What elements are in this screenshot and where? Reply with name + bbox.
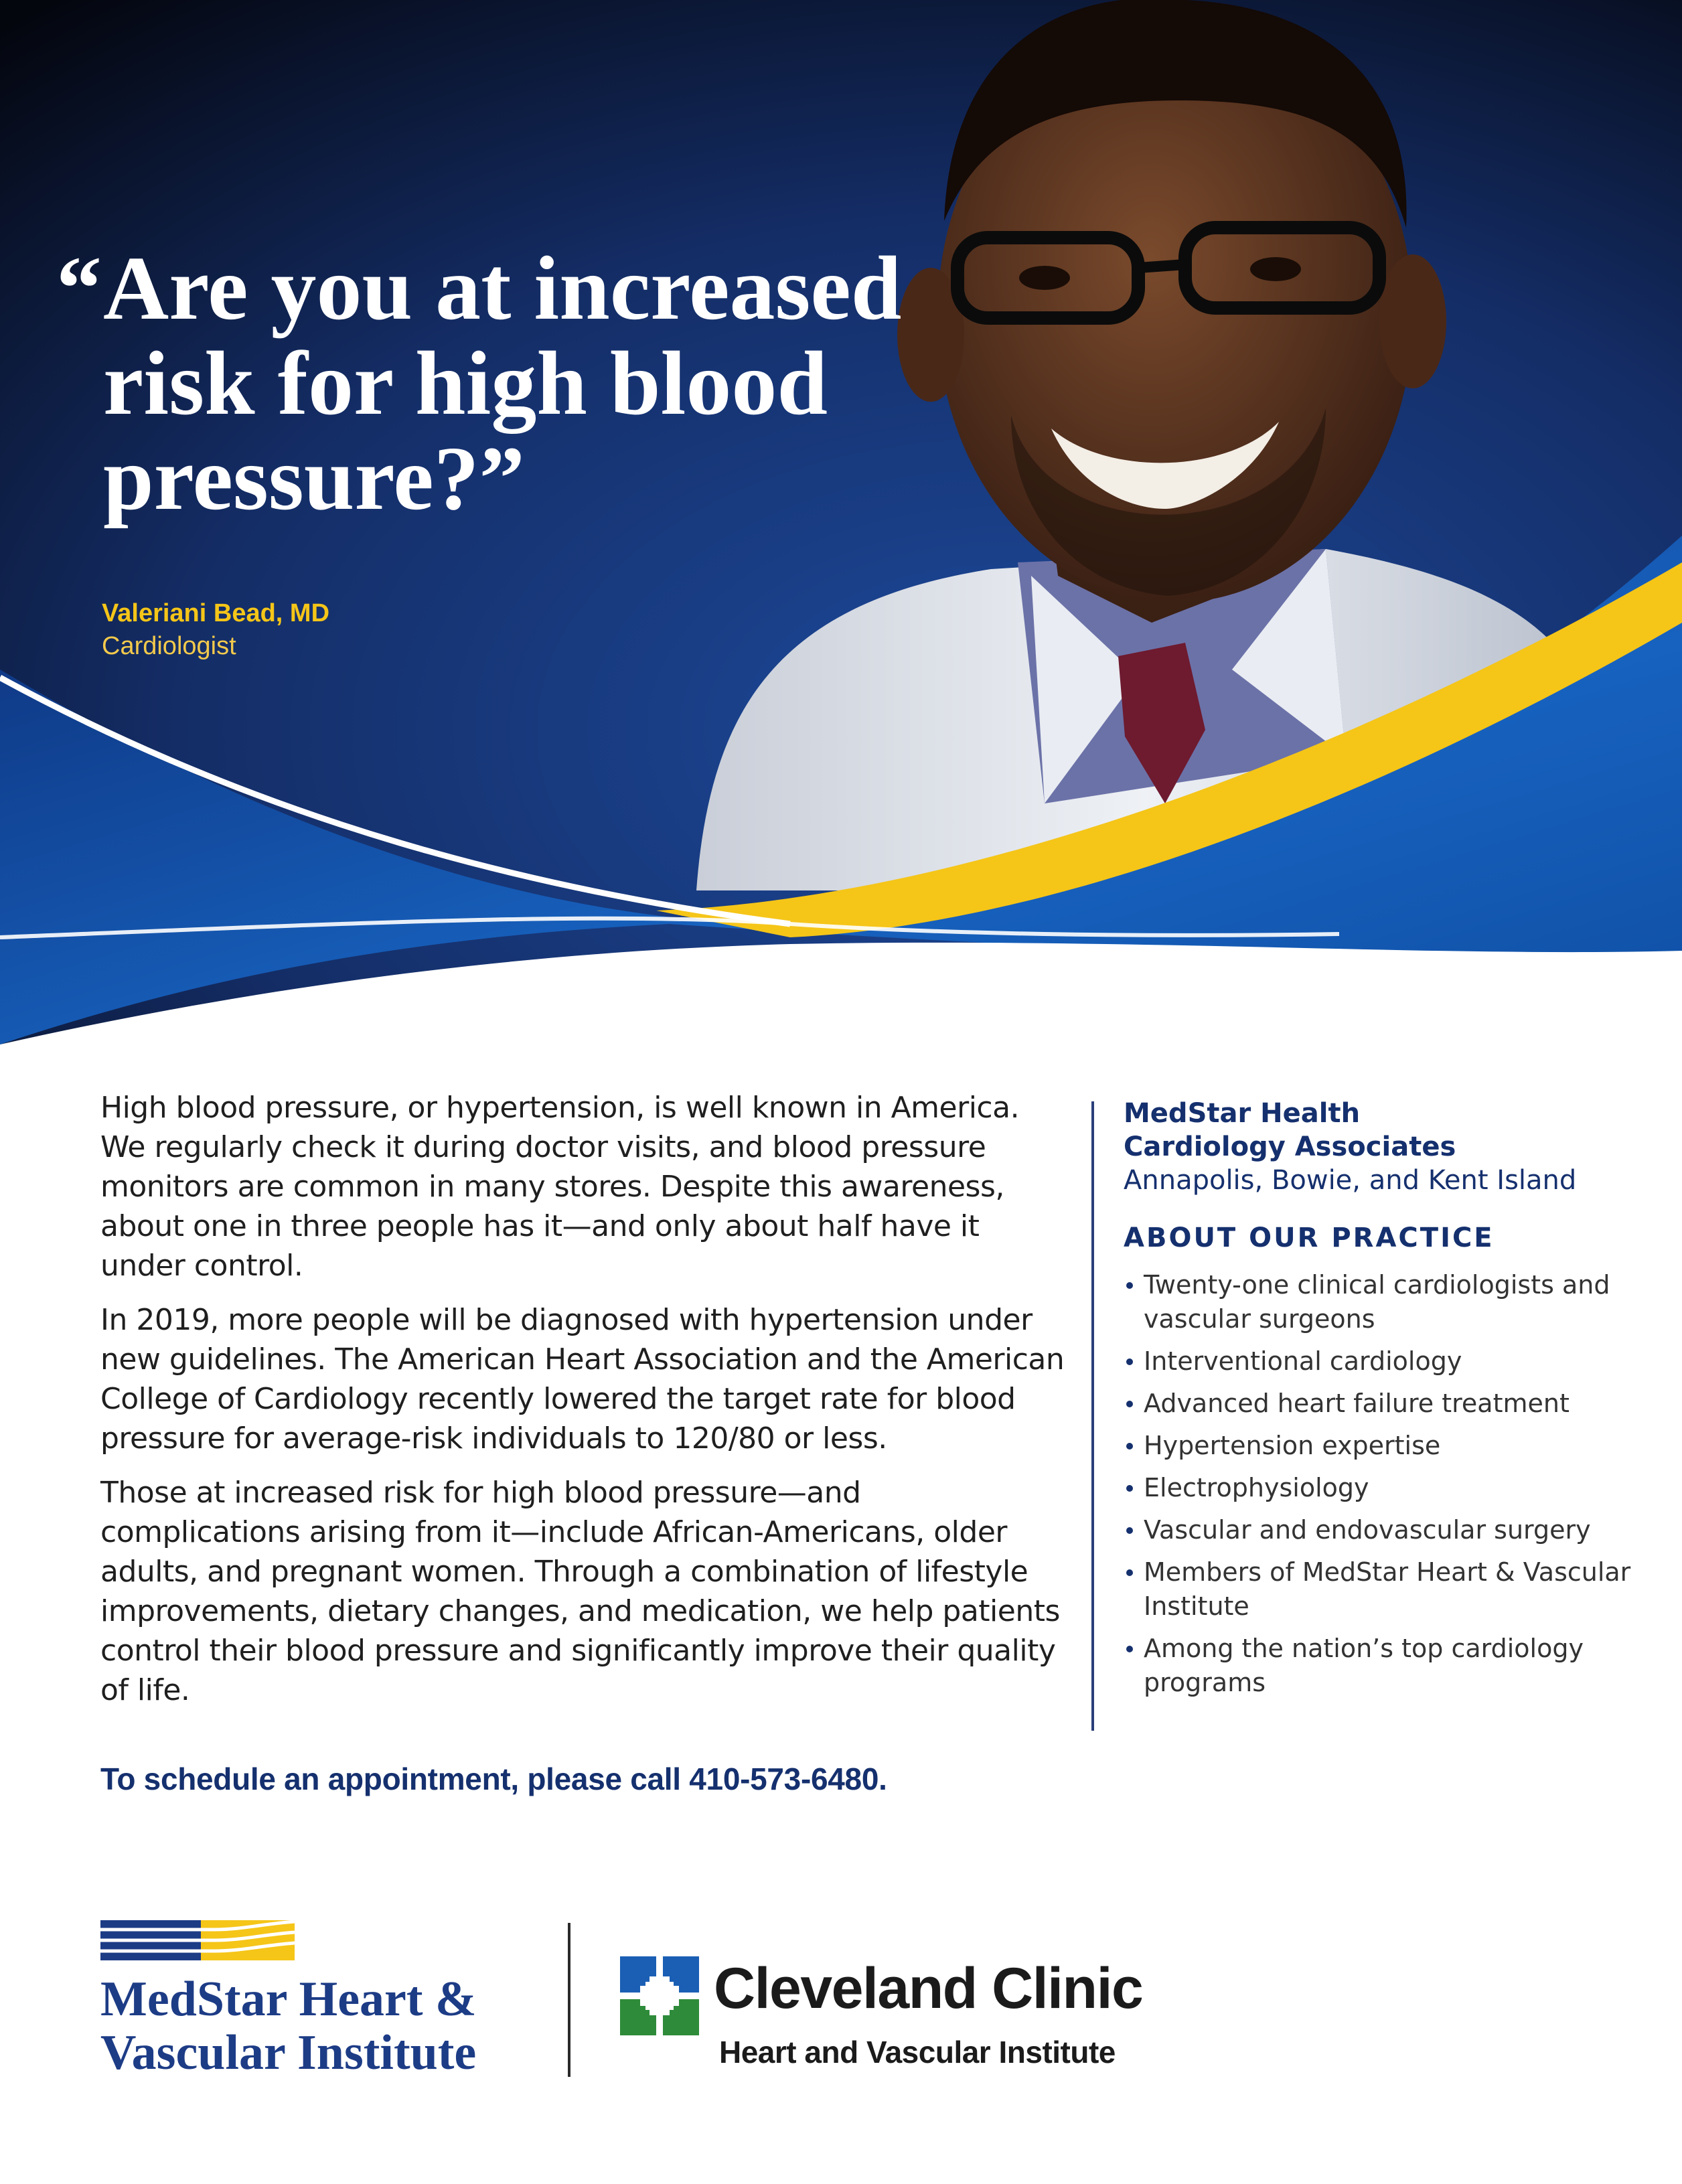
- cleveland-clinic-name: Cleveland Clinic: [714, 1956, 1143, 2021]
- medstar-stripes-icon: [100, 1920, 295, 1960]
- org-name-line-1: MedStar Health: [1124, 1098, 1361, 1129]
- cleveland-clinic-cross-icon: [620, 1956, 699, 2035]
- doctor-title: Cardiologist: [102, 632, 236, 660]
- sidebar-divider: [1091, 1101, 1094, 1731]
- list-item: Interventional cardiology: [1124, 1344, 1673, 1379]
- body-paragraph-1: High blood pressure, or hypertension, is well known in America. We regularly check it during doctor visits, and blood pressure monitors are common in many stores. Despite this awareness, about one in three people has it—and only about half have it under control.: [100, 1091, 1020, 1283]
- practice-sidebar: [1124, 1097, 1673, 1708]
- body-paragraph-3: Those at increased risk for high blood pressure—and complications arising from it—include African-Americans, older adults, and pregnant women. Through a combination of lifestyle improvements, dietary changes, and medication, we help patients control their blood pressure and significantly improve their quality of life.: [100, 1476, 1060, 1707]
- headline-line-3: pressure?”: [103, 428, 525, 529]
- org-locations: Annapolis, Bowie, and Kent Island: [1124, 1165, 1577, 1196]
- practice-list: [1124, 1268, 1673, 1700]
- medstar-line-2: Vascular Institute: [100, 2025, 477, 2080]
- medstar-logo: [100, 1920, 542, 2088]
- cleveland-clinic-logo: [620, 1955, 1223, 2089]
- list-item: Hypertension expertise: [1124, 1429, 1673, 1463]
- headline-line-1: Are you at increased: [103, 238, 902, 339]
- medstar-line-1: MedStar Heart &: [100, 1972, 477, 2027]
- appointment-cta: To schedule an appointment, please call 410-573-6480.: [100, 1762, 887, 1796]
- list-item: Among the nation’s top cardiology programs: [1124, 1632, 1673, 1700]
- article-body: [100, 1088, 1065, 1725]
- hero-banner: [0, 0, 1682, 1044]
- doctor-name: Valeriani Bead, MD: [102, 599, 330, 627]
- org-name-line-2: Cardiology Associates: [1124, 1132, 1456, 1162]
- body-paragraph-2: In 2019, more people will be diagnosed with hypertension under new guidelines. The American Heart Association and the American College of Cardiology recently lowered the target rate for blood pressure for average-risk individuals to 120/80 or less.: [100, 1303, 1065, 1456]
- list-item: Electrophysiology: [1124, 1471, 1673, 1505]
- headline-line-2: risk for high blood: [103, 333, 828, 434]
- list-item: Advanced heart failure treatment: [1124, 1387, 1673, 1421]
- logo-divider: [568, 1923, 570, 2077]
- opening-quote-mark: “: [56, 238, 102, 339]
- list-item: Twenty-one clinical cardiologists and vascular surgeons: [1124, 1268, 1673, 1336]
- cleveland-clinic-subtitle: Heart and Vascular Institute: [719, 2035, 1116, 2070]
- medstar-wordmark: [100, 1972, 477, 2080]
- practice-heading: ABOUT OUR PRACTICE: [1124, 1223, 1495, 1253]
- headline: [56, 238, 903, 529]
- list-item: Vascular and endovascular surgery: [1124, 1513, 1673, 1547]
- list-item: Members of MedStar Heart & Vascular Institute: [1124, 1555, 1673, 1624]
